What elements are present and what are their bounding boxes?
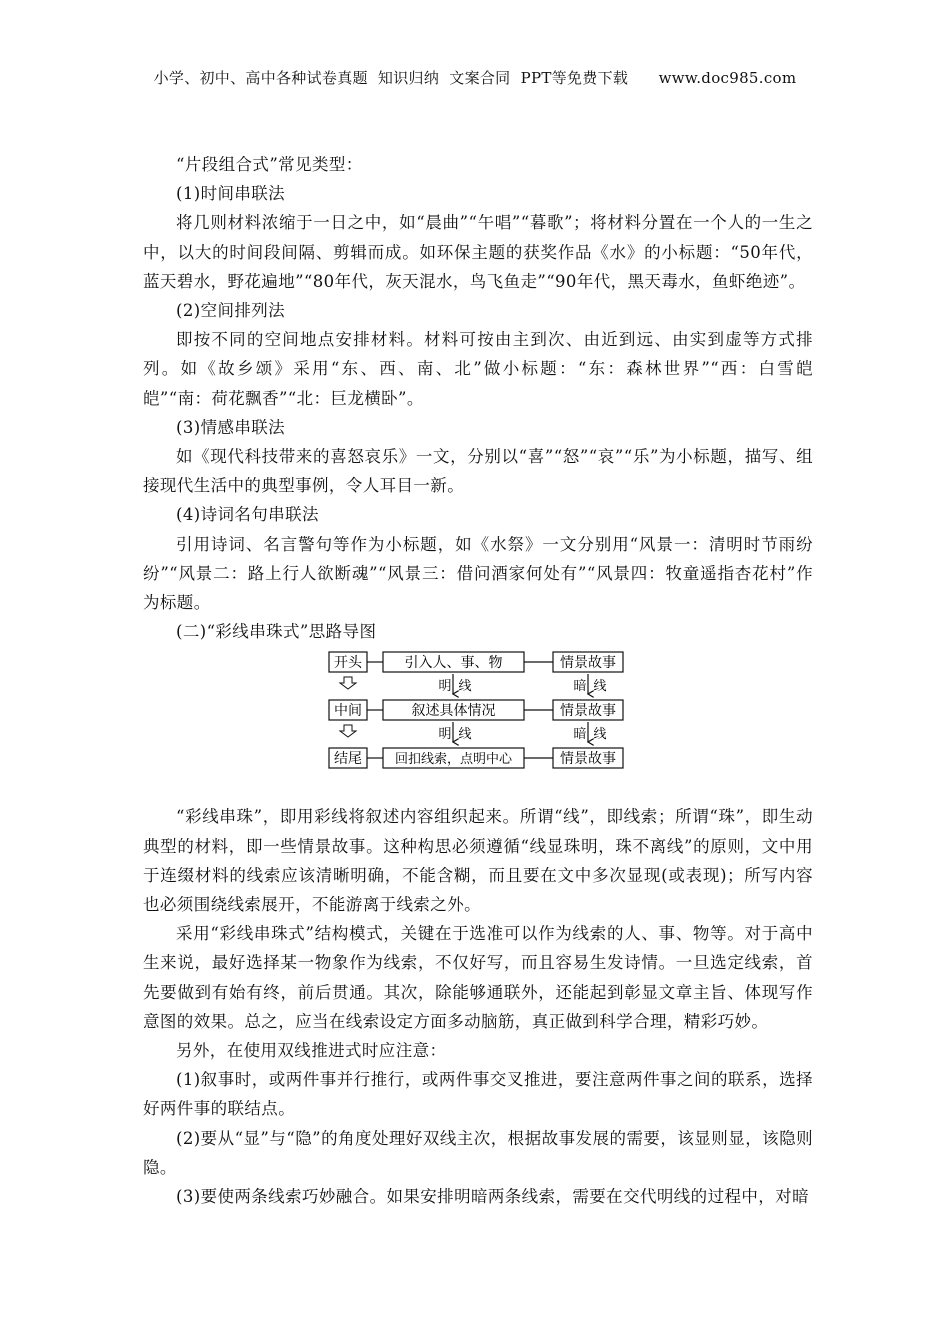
label-middle: 中间	[334, 703, 362, 720]
section-heading: (2)空间排列法	[176, 301, 286, 321]
implicit-line-char-1: 暗	[573, 727, 587, 743]
paragraph: (3)要使两条线索巧妙融合。如果安排明暗两条线索，需要在交代明线的过程中，对暗	[176, 1187, 809, 1207]
paragraph: 采用“彩线串珠式”结构模式，关键在于选准可以作为线索的人、事、物等。对于高中生来说，最好选择某一物象作为线索，不仅好写，而且容易生发诗情。一旦选定线索，首先要做到有始有终，前后贯通。其次，除能够通联外，还能起到彰显文章主旨、体现写作意图的效果。总之，应当在线索设定方面多动脑筋，真正做到科学合理，精彩巧妙。	[143, 924, 813, 1031]
explicit-line-char-2: 线	[458, 679, 472, 695]
story-label-1: 情景故事	[560, 655, 616, 672]
paragraph: 即按不同的空间地点安排材料。材料可按由主到次、由近到远、由实到虚等方式排列。如《故乡颂》采用“东、西、南、北”做小标题：“东：森林世界”“西：白雪皑皑”“南：荷花飘香”“北：巨龙横卧”。	[143, 330, 813, 408]
middle-start: 引入人、事、物	[404, 655, 503, 672]
diagram-heading: (二)“彩线串珠式”思路导图	[176, 622, 377, 642]
middle-end: 回扣线索，点明中心	[394, 752, 513, 768]
paragraph: “彩线串珠”，即用彩线将叙述内容组织起来。所谓“线”，即线索；所谓“珠”，即生动典型的材料，即一些情景故事。这种构思必须遵循“线显珠明，珠不离线”的原则，文中用于连缀材料的线索应该清晰明确，不能含糊，而且要在文中多次显现(或表现)；所写内容也必须围绕线索展开，不能游离于线索之外。	[143, 807, 813, 915]
section-heading: (4)诗词名句串联法	[176, 505, 319, 525]
down-hollow-arrow-icon	[340, 725, 356, 737]
thread-diagram	[143, 648, 813, 798]
paragraph: 引用诗词、名言警句等作为小标题，如《水祭》一文分别用“风景一：清明时节雨纷纷”“风景二：路上行人欲断魂”“风景三：借问酒家何处有”“风景四：牧童遥指杏花村”作为标题。	[143, 534, 813, 613]
implicit-line-char-2: 线	[593, 727, 607, 743]
story-label-3: 情景故事	[560, 751, 616, 768]
paragraph: 将几则材料浓缩于一日之中，如“晨曲”“午唱”“暮歌”；将材料分置在一个人的一生之中，以大的时间段间隔、剪辑而成。如环保主题的获奖作品《水》的小标题：“50年代，蓝天碧水，野花遍地”“80年代，灰天混水，鸟飞鱼走”“90年代，黑天毒水，鱼虾绝迹”。	[143, 213, 813, 291]
explicit-line-char-1: 明	[438, 727, 452, 743]
paragraph: 另外，在使用双线推进式时应注意：	[176, 1041, 447, 1061]
label-start: 开头	[334, 655, 362, 672]
explicit-line-char-1: 明	[438, 679, 452, 695]
paragraph: 如《现代科技带来的喜怒哀乐》一文，分别以“喜”“怒”“哀”“乐”为小标题，描写、组接现代生活中的典型事例，令人耳目一新。	[143, 447, 813, 496]
section-heading: (3)情感串联法	[176, 417, 286, 437]
implicit-line-char-1: 暗	[573, 679, 587, 695]
down-hollow-arrow-icon	[340, 677, 356, 689]
paragraph: “片段组合式”常见类型：	[176, 155, 363, 174]
paragraph: (2)要从“显”与“隐”的角度处理好双线主次，根据故事发展的需要，该显则显，该隐则隐。	[143, 1128, 813, 1177]
paragraph: (1)叙事时，或两件事并行推行，或两件事交叉推进，要注意两件事之间的联系，选择好两件事的联结点。	[143, 1070, 813, 1119]
middle-middle: 叙述具体情况	[411, 703, 496, 720]
page-header: 小学、初中、高中各种试卷真题 知识归纳 文案合同 PPT等免费下载 www.doc985.com	[153, 69, 797, 87]
implicit-line-char-2: 线	[593, 679, 607, 695]
section-heading: (1)时间串联法	[176, 184, 286, 204]
story-label-2: 情景故事	[560, 703, 616, 720]
label-end: 结尾	[334, 751, 362, 768]
document-body	[143, 150, 813, 1211]
explicit-line-char-2: 线	[458, 727, 472, 743]
